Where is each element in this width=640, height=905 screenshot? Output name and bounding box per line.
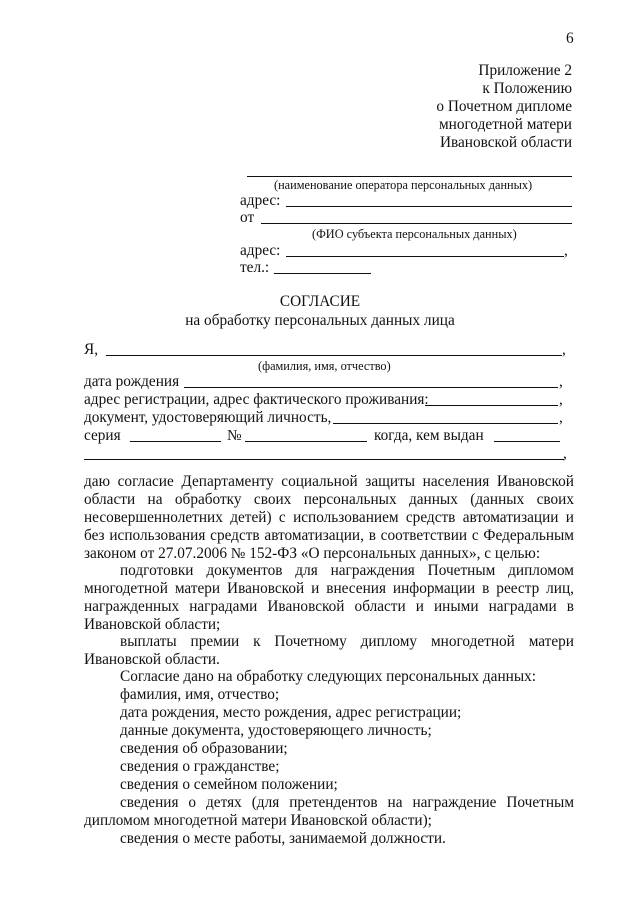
appendix-line: Приложение 2 [478,62,572,79]
tel-line[interactable] [274,273,371,274]
address2-comma: , [564,242,568,259]
page-number: 6 [566,30,574,47]
issued-continuation-line[interactable] [84,459,564,460]
birth-line[interactable] [184,387,558,388]
tel-label: тел.: [240,259,270,276]
continuation-comma: , [563,445,567,462]
appendix-line: Ивановской области [439,134,572,151]
appendix-line: о Почетном дипломе [436,98,572,115]
address2-line[interactable] [286,256,564,257]
i-label: Я, [84,341,99,358]
series-label: серия [84,427,121,444]
issued-line[interactable] [494,441,560,442]
data-item: сведения о семейном положении; [120,776,338,793]
series-line[interactable] [130,441,221,442]
number-line[interactable] [245,441,367,442]
data-item: сведения о гражданстве; [120,758,280,775]
issued-label: когда, кем выдан [374,427,484,444]
address-line[interactable] [286,206,572,207]
children-item: сведения о детях (для претендентов на награждение Почетным дипломом многодетной матери Ивановской области); [84,794,574,829]
reg-line[interactable] [425,405,558,406]
appendix-line: многодетной матери [439,116,572,133]
appendix-line: к Положению [482,80,572,97]
data-intro: Согласие дано на обработку следующих персональных данных: [120,668,537,685]
address-label: адрес: [240,192,281,209]
fio-line[interactable] [106,355,562,356]
from-line[interactable] [261,223,572,224]
data-item: сведения об образовании; [120,740,288,757]
data-item: данные документа, удостоверяющего личность; [120,722,432,739]
doc-label: документ, удостоверяющий личность, [84,409,332,426]
fio-comma: , [562,341,566,358]
fio-caption: (фамилия, имя, отчество) [258,359,391,373]
work-item: сведения о месте работы, занимаемой должности. [120,830,446,847]
doc-comma: , [559,409,563,426]
address2-label: адрес: [240,242,281,259]
reg-label: адрес регистрации, адрес фактического проживания: [84,391,429,408]
data-item: дата рождения, место рождения, адрес регистрации; [120,704,462,721]
document-subtitle: на обработку персональных данных лица [185,312,455,329]
subject-caption: (ФИО субъекта персональных данных) [312,227,517,241]
from-label: от [240,209,255,226]
reg-comma: , [559,391,563,408]
document-title: СОГЛАСИЕ [279,293,361,310]
doc-line[interactable] [333,423,558,424]
birth-label: дата рождения [84,373,180,390]
purpose-item: выплаты премии к Почетному диплому многодетной матери Ивановской области. [84,633,574,668]
data-item: фамилия, имя, отчество; [120,686,280,703]
consent-paragraph: даю согласие Департаменту социальной защиты населения Ивановской области на обработку своих персональных данных (данных своих несовершеннолетних детей) с использованием средств автоматизации и без использования средств автоматизации, в соответствии с Федеральным законом от 27.07.2006 № 152-ФЗ «О персональных данных», с целью: [84,473,574,562]
purpose-item: подготовки документов для награждения Почетным дипломом многодетной матери Ивановской и внесения информации в реестр лиц, награжденных наградами Ивановской области и иными наградами в Ивановской области; [84,562,574,633]
operator-name-line[interactable] [247,176,572,177]
number-label: № [227,427,242,444]
birth-comma: , [559,373,563,390]
operator-caption: (наименование оператора персональных данных) [274,178,533,192]
